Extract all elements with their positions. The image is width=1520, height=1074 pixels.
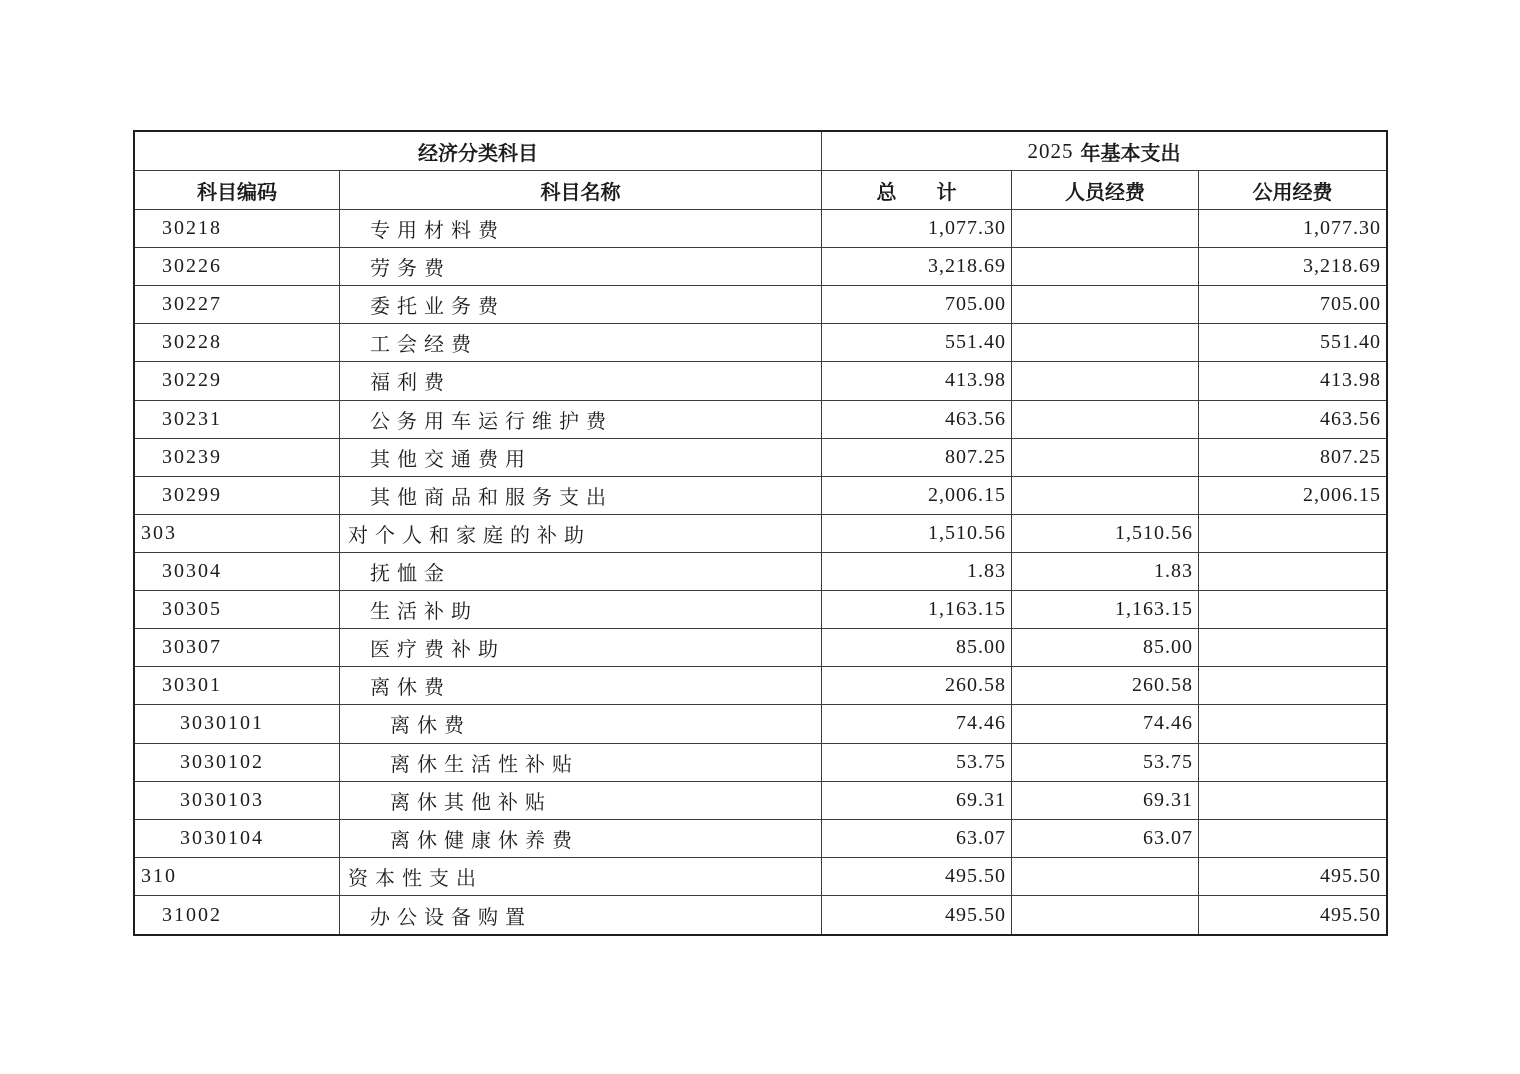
personnel-cell xyxy=(1012,248,1199,286)
personnel-cell xyxy=(1012,439,1199,477)
public-cell: 495.50 xyxy=(1320,903,1381,926)
personnel-cell: 63.07 xyxy=(1012,820,1199,858)
code-cell: 30305 xyxy=(135,591,340,629)
personnel-cell: 260.58 xyxy=(1012,667,1199,705)
col-header-code: 科目编码 xyxy=(135,171,340,210)
name-cell: 生活补助 xyxy=(340,591,822,629)
public-cell xyxy=(1199,705,1386,743)
total-cell: 495.50 xyxy=(822,896,1012,934)
name-cell: 专用材料费 xyxy=(340,210,822,248)
table-row xyxy=(135,591,1386,629)
public-cell xyxy=(1199,553,1386,591)
personnel-cell xyxy=(1012,896,1199,934)
table-row xyxy=(135,896,1386,934)
code-cell: 30304 xyxy=(135,553,340,591)
public-cell: 495.50 xyxy=(1199,858,1386,896)
name-cell: 办公设备购置 xyxy=(340,896,822,934)
total-cell: 551.40 xyxy=(822,324,1012,362)
personnel-cell: 69.31 xyxy=(1012,782,1199,820)
table-row xyxy=(135,629,1386,667)
table-header xyxy=(135,132,1386,210)
total-cell: 1,510.56 xyxy=(822,515,1012,553)
name-cell: 资本性支出 xyxy=(340,858,822,896)
name-cell: 抚恤金 xyxy=(340,553,822,591)
code-cell: 3030102 xyxy=(135,744,340,782)
total-cell: 3,218.69 xyxy=(822,248,1012,286)
code-cell: 3030104 xyxy=(135,820,340,858)
public-cell: 2,006.15 xyxy=(1199,477,1386,515)
total-cell: 1,163.15 xyxy=(822,591,1012,629)
code-cell: 31002 xyxy=(135,896,340,934)
name-cell: 离休健康休养费 xyxy=(340,820,822,858)
name-cell: 离休费 xyxy=(340,667,822,705)
code-cell: 3030103 xyxy=(135,782,340,820)
table-body xyxy=(135,210,1386,934)
code-cell: 303 xyxy=(135,515,340,553)
total-cell: 260.58 xyxy=(822,667,1012,705)
public-cell: 807.25 xyxy=(1199,439,1386,477)
name-cell: 工会经费 xyxy=(340,324,822,362)
header-year: 2025 xyxy=(1027,138,1074,163)
code-cell: 30239 xyxy=(135,439,340,477)
table-row xyxy=(135,820,1386,858)
personnel-cell: 1,510.56 xyxy=(1012,515,1199,553)
total-cell: 807.25 xyxy=(822,439,1012,477)
name-cell: 医疗费补助 xyxy=(340,629,822,667)
col-header-name: 科目名称 xyxy=(340,171,822,210)
public-cell xyxy=(1199,591,1386,629)
public-cell xyxy=(1199,820,1386,858)
total-cell: 53.75 xyxy=(822,744,1012,782)
table-row xyxy=(135,362,1386,400)
personnel-cell xyxy=(1012,401,1199,439)
budget-table xyxy=(133,130,1388,936)
personnel-cell: 53.75 xyxy=(1012,744,1199,782)
code-cell: 3030101 xyxy=(135,705,340,743)
code-cell: 30228 xyxy=(135,324,340,362)
total-cell: 63.07 xyxy=(822,820,1012,858)
total-cell: 1.83 xyxy=(822,553,1012,591)
total-cell: 74.46 xyxy=(822,705,1012,743)
personnel-cell: 1,163.15 xyxy=(1012,591,1199,629)
personnel-cell: 85.00 xyxy=(1012,629,1199,667)
code-cell: 30231 xyxy=(135,401,340,439)
name-cell: 福利费 xyxy=(340,362,822,400)
public-cell: 463.56 xyxy=(1199,401,1386,439)
total-cell: 69.31 xyxy=(822,782,1012,820)
name-cell: 公务用车运行维护费 xyxy=(340,401,822,439)
table-row xyxy=(135,286,1386,324)
personnel-cell xyxy=(1012,858,1199,896)
total-cell: 1,077.30 xyxy=(822,210,1012,248)
code-cell: 30299 xyxy=(135,477,340,515)
code-cell: 30229 xyxy=(135,362,340,400)
name-cell: 劳务费 xyxy=(340,248,822,286)
table-row xyxy=(135,782,1386,820)
table-row xyxy=(135,210,1386,248)
public-cell xyxy=(1199,515,1386,553)
code-cell: 310 xyxy=(135,858,340,896)
name-cell: 对个人和家庭的补助 xyxy=(340,515,822,553)
personnel-cell: 1.83 xyxy=(1012,553,1199,591)
table-row xyxy=(135,667,1386,705)
code-cell: 30301 xyxy=(135,667,340,705)
total-cell: 463.56 xyxy=(822,401,1012,439)
header-economic-classification xyxy=(135,132,822,171)
public-cell xyxy=(1199,667,1386,705)
public-cell xyxy=(1199,629,1386,667)
table-row xyxy=(135,439,1386,477)
total-cell: 495.50 xyxy=(822,858,1012,896)
header-group-row xyxy=(135,132,1386,171)
public-cell xyxy=(1199,782,1386,820)
personnel-cell: 74.46 xyxy=(1012,705,1199,743)
code-cell: 30218 xyxy=(135,210,340,248)
total-cell: 85.00 xyxy=(822,629,1012,667)
col-header-public: 公用经费 xyxy=(1199,171,1386,210)
code-cell: 30227 xyxy=(135,286,340,324)
name-cell: 委托业务费 xyxy=(340,286,822,324)
header-economic-classification-label: 经济分类科目 xyxy=(418,142,538,165)
personnel-cell xyxy=(1012,324,1199,362)
table-row xyxy=(135,515,1386,553)
table-row xyxy=(135,858,1386,896)
header-columns-row xyxy=(135,171,1386,210)
table-row xyxy=(135,705,1386,743)
public-cell: 551.40 xyxy=(1199,324,1386,362)
col-header-total: 总 计 xyxy=(822,171,1012,210)
personnel-cell xyxy=(1012,286,1199,324)
name-cell: 其他商品和服务支出 xyxy=(340,477,822,515)
name-cell: 离休生活性补贴 xyxy=(340,744,822,782)
public-cell: 1,077.30 xyxy=(1199,210,1386,248)
name-cell: 离休费 xyxy=(340,705,822,743)
total-cell: 705.00 xyxy=(822,286,1012,324)
header-year-suffix: 年基本支出 xyxy=(1080,142,1181,165)
code-cell: 30226 xyxy=(135,248,340,286)
personnel-cell xyxy=(1012,210,1199,248)
total-cell: 2,006.15 xyxy=(822,477,1012,515)
table-row xyxy=(135,401,1386,439)
table-row xyxy=(135,324,1386,362)
name-cell: 其他交通费用 xyxy=(340,439,822,477)
table-row xyxy=(135,744,1386,782)
table-row xyxy=(135,248,1386,286)
table-row xyxy=(135,477,1386,515)
code-cell: 30307 xyxy=(135,629,340,667)
total-cell: 413.98 xyxy=(822,362,1012,400)
public-cell: 705.00 xyxy=(1199,286,1386,324)
public-cell: 413.98 xyxy=(1199,362,1386,400)
name-cell: 离休其他补贴 xyxy=(340,782,822,820)
personnel-cell xyxy=(1012,362,1199,400)
public-cell xyxy=(1199,744,1386,782)
public-cell: 3,218.69 xyxy=(1199,248,1386,286)
col-header-personnel: 人员经费 xyxy=(1012,171,1199,210)
table-row xyxy=(135,553,1386,591)
personnel-cell xyxy=(1012,477,1199,515)
header-basic-expenditure xyxy=(822,132,1386,171)
